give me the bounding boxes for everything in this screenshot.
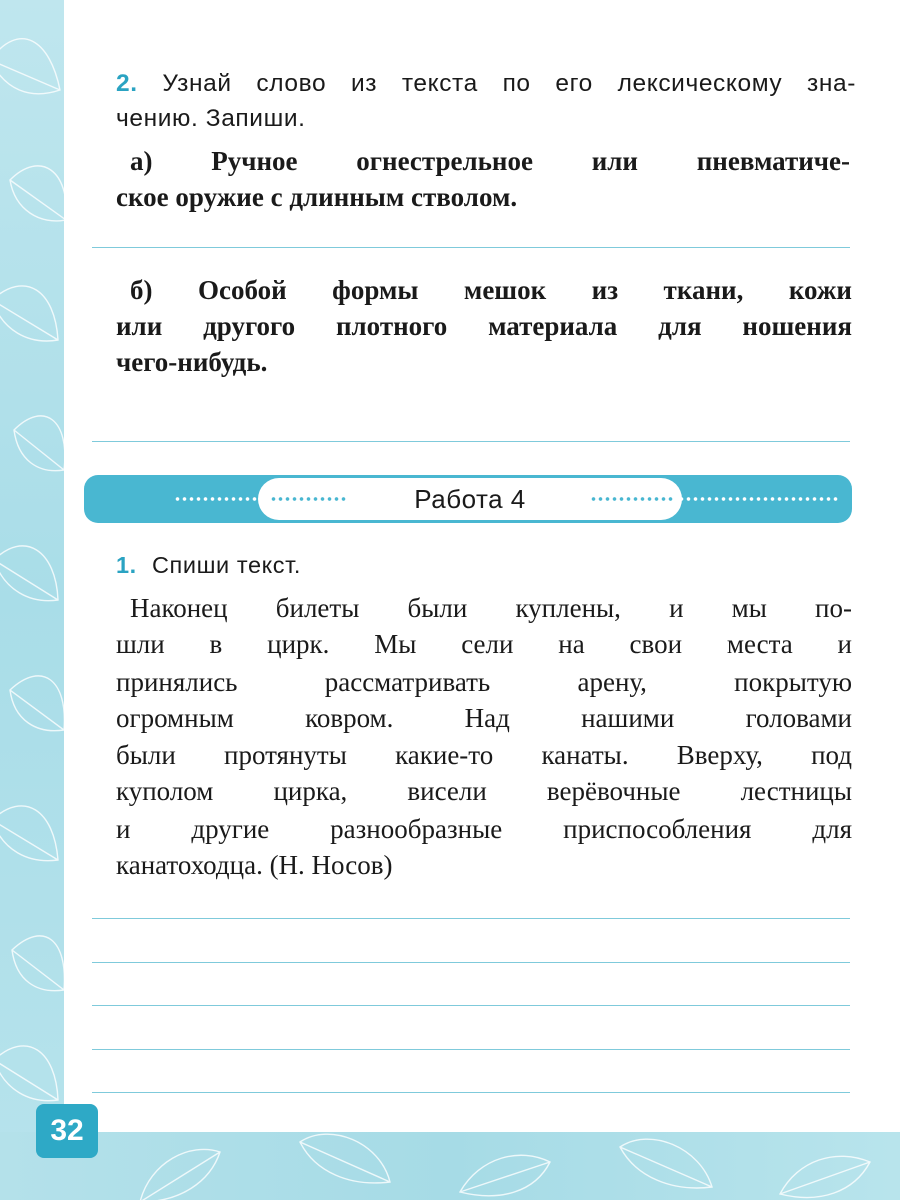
text-line-2: шли в цирк. Мы сели на свои места и <box>116 629 852 659</box>
text-line-8: канатоходца. (Н. Носов) <box>116 850 393 880</box>
text-line-1: Наконец билеты были куплены, и мы по- <box>130 593 852 623</box>
answer-line-5[interactable] <box>92 1092 850 1093</box>
task2-heading-line1 <box>116 66 856 101</box>
answer-line-2[interactable] <box>92 962 850 963</box>
answer-line-3[interactable] <box>92 1005 850 1006</box>
task2-number: 2. <box>116 70 138 97</box>
task2-heading-line2: чению. Запиши. <box>116 105 306 132</box>
text-line-5: были протянуты какие-то канаты. Вверху, под <box>116 740 852 770</box>
task2-item-a-line2: ское оружие с длинным стволом. <box>116 182 518 212</box>
page-number: 32 <box>36 1104 98 1158</box>
task2-item-b-line1: б) Особой формы мешок из ткани, кожи <box>130 275 852 305</box>
task2-item-b-line2: или другого плотного материала для ношения <box>116 311 852 341</box>
answer-line-4[interactable] <box>92 1049 850 1050</box>
task2-item-b-line3: чего-нибудь. <box>116 347 268 377</box>
banner-dots-right <box>678 497 838 501</box>
text-line-7: и другие разнообразные приспособления для <box>116 814 852 844</box>
task2-item-a-line1: а) Ручное огнестрельное или пневматиче- <box>130 146 850 176</box>
answer-line-a[interactable] <box>92 247 850 248</box>
answer-line-1[interactable] <box>92 918 850 919</box>
answer-line-b[interactable] <box>92 441 850 442</box>
text-line-6: куполом цирка, висели верёвочные лестницы <box>116 776 852 806</box>
text-line-4: огромным ковром. Над нашими головами <box>116 703 852 733</box>
work-title: Работа 4 <box>414 483 526 514</box>
task1-heading <box>116 548 856 583</box>
task2-instruction: Узнай слово из текста по его лексическому зна- <box>162 70 856 97</box>
task1-number: 1. <box>116 552 137 578</box>
task1-instruction: Спиши текст. <box>151 552 302 578</box>
text-line-3: принялись рассматривать арену, покрытую <box>116 667 852 697</box>
